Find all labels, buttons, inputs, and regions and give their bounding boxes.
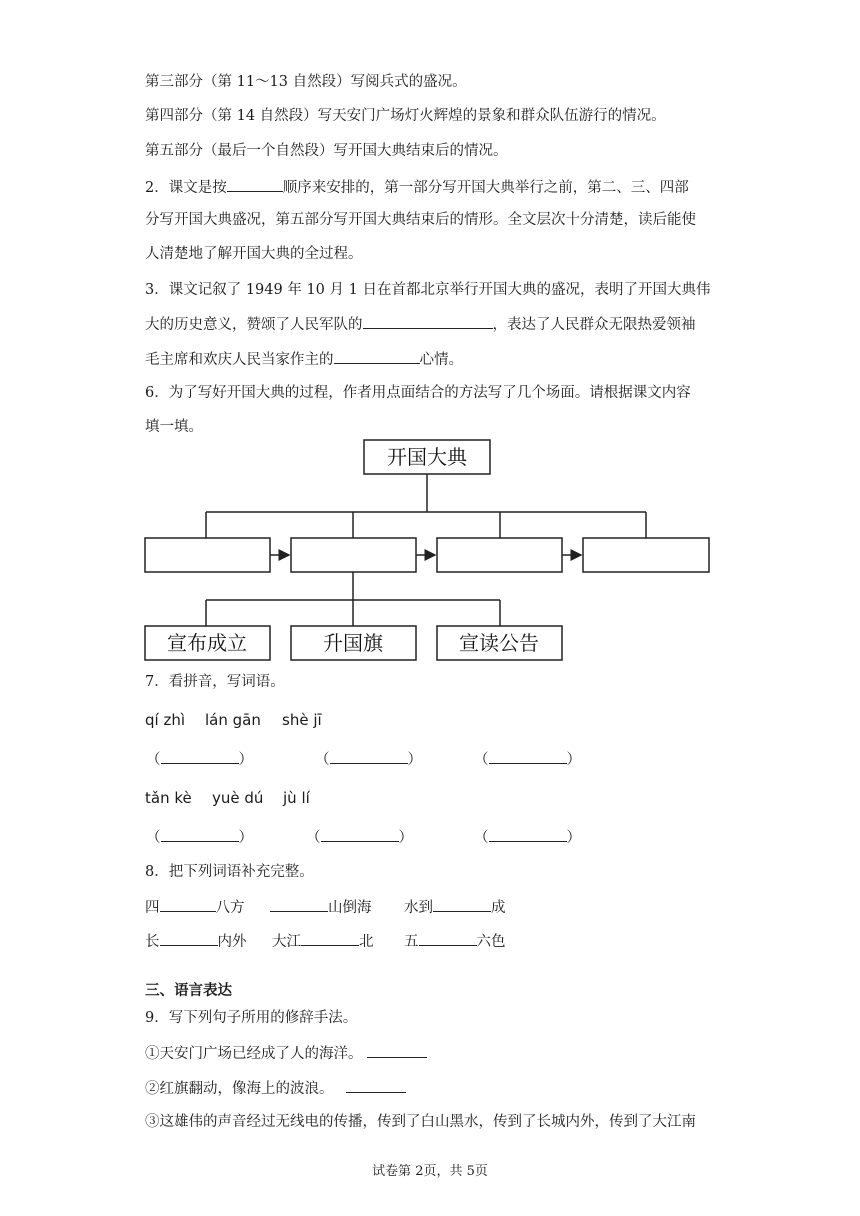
idiom-text: 大江 — [272, 934, 301, 950]
diagram-blank-box-3[interactable] — [437, 538, 562, 572]
answer-blank[interactable] — [489, 826, 567, 842]
diagram-label-declare: 宣布成立 — [167, 631, 247, 655]
section-title: 三、语言表达 — [145, 982, 232, 999]
paren-close: ） — [238, 830, 253, 846]
paren-close: ） — [398, 830, 413, 846]
answer-blank[interactable] — [334, 348, 420, 364]
idiom-item — [272, 930, 374, 952]
text-line: 3．课文记叙了 1949 年 10 月 1 日在首都北京举行开国大典的盛况，表明了开国大典伟 — [145, 282, 711, 298]
text-line: 第四部分（第 14 自然段）写天安门广场灯火辉煌的景象和群众队伍游行的情况。 — [145, 108, 666, 124]
pinyin: qí zhì — [145, 711, 186, 729]
answer-paren[interactable] — [146, 748, 253, 770]
answer-blank[interactable] — [227, 176, 283, 192]
idiom-item — [145, 930, 247, 952]
page-footer: 试卷第 2页，共 5页 — [372, 1164, 488, 1179]
answer-blank[interactable] — [161, 748, 239, 764]
answer-paren[interactable] — [315, 748, 422, 770]
idiom-item — [404, 896, 506, 918]
question-9-title: 9．写下列句子所用的修辞手法。 — [145, 1010, 358, 1026]
pinyin: yuè dú — [212, 789, 264, 807]
paren-close: ） — [566, 752, 581, 768]
idiom-text: 水到 — [404, 900, 433, 916]
answer-paren[interactable] — [474, 748, 581, 770]
idiom-text: 成 — [491, 900, 506, 916]
text-line: 分写开国大典盛况，第五部分写开国大典结束后的情形。全文层次十分清楚，读后能使 — [145, 212, 696, 228]
question-9-item-2 — [145, 1077, 406, 1099]
answer-blank[interactable] — [160, 896, 216, 912]
diagram-label-announcement: 宣读公告 — [459, 631, 539, 655]
text: ①天安门广场已经成了人的海洋。 — [145, 1046, 363, 1062]
answer-blank[interactable] — [363, 313, 493, 329]
text-line: ③这雄伟的声音经过无线电的传播，传到了白山黑水，传到了长城内外，传到了大江南 — [145, 1114, 696, 1130]
idiom-text: 六色 — [476, 934, 506, 950]
idiom-item — [270, 896, 372, 918]
paren-open: （ — [474, 752, 489, 768]
question-9-item-1 — [145, 1042, 427, 1064]
paren-open: （ — [306, 830, 321, 846]
answer-blank[interactable] — [161, 826, 239, 842]
diagram-root-label: 开国大典 — [387, 445, 467, 469]
text-line: 第五部分（最后一个自然段）写开国大典结束后的情况。 — [145, 143, 508, 159]
paren-close: ） — [407, 752, 422, 768]
answer-blank[interactable] — [270, 896, 328, 912]
answer-blank[interactable] — [489, 748, 567, 764]
idiom-text: 五 — [404, 934, 419, 950]
idiom-item — [404, 930, 506, 952]
pinyin: shè jī — [282, 711, 322, 729]
paren-open: （ — [474, 830, 489, 846]
answer-blank[interactable] — [419, 930, 477, 946]
paren-close: ） — [566, 830, 581, 846]
text-line: 第三部分（第 11～13 自然段）写阅兵式的盛况。 — [145, 74, 467, 90]
text: 顺序来安排的，第一部分写开国大典举行之前，第二、三、四部 — [282, 180, 689, 196]
idiom-text: 八方 — [215, 900, 245, 916]
structure-diagram — [0, 434, 860, 664]
answer-blank[interactable] — [433, 896, 491, 912]
answer-paren[interactable] — [146, 826, 253, 848]
diagram-blank-box-1[interactable] — [145, 538, 270, 572]
text: 大的历史意义，赞颂了人民军队的 — [145, 317, 363, 333]
text-line: 填一填。 — [145, 419, 203, 435]
answer-blank[interactable] — [160, 930, 218, 946]
answer-blank[interactable] — [330, 748, 408, 764]
answer-blank[interactable] — [301, 930, 359, 946]
text: 心情。 — [419, 352, 463, 368]
idiom-text: 北 — [359, 934, 374, 950]
answer-blank[interactable] — [346, 1077, 406, 1093]
text: ，表达了人民群众无限热爱领袖 — [492, 317, 696, 333]
text: 2．课文是按 — [145, 180, 227, 196]
diagram-blank-box-4[interactable] — [583, 538, 709, 572]
idiom-item — [145, 896, 245, 918]
question-8-title: 8．把下列词语补充完整。 — [145, 864, 314, 880]
pinyin: lán gān — [205, 711, 261, 729]
idiom-text: 四 — [145, 900, 160, 916]
answer-blank[interactable] — [321, 826, 399, 842]
answer-paren[interactable] — [306, 826, 413, 848]
pinyin: tǎn kè — [145, 789, 192, 807]
idiom-text: 长 — [145, 934, 160, 950]
idiom-text: 山倒海 — [328, 900, 372, 916]
diagram-label-flag: 升国旗 — [323, 631, 383, 655]
paren-open: （ — [315, 752, 330, 768]
paren-open: （ — [146, 752, 161, 768]
text: ②红旗翻动，像海上的波浪。 — [145, 1081, 334, 1097]
text-line: 人清楚地了解开国大典的全过程。 — [145, 246, 363, 262]
question-7-title: 7．看拼音，写词语。 — [145, 674, 285, 690]
idiom-text: 内外 — [217, 934, 247, 950]
paren-close: ） — [238, 752, 253, 768]
diagram-blank-box-2[interactable] — [291, 538, 416, 572]
question-3-line-2 — [145, 313, 696, 335]
question-3-line-3 — [145, 348, 463, 370]
answer-blank[interactable] — [367, 1042, 427, 1058]
text: 毛主席和欢庆人民当家作主的 — [145, 352, 334, 368]
paren-open: （ — [146, 830, 161, 846]
answer-paren[interactable] — [474, 826, 581, 848]
text-line: 6．为了写好开国大典的过程，作者用点面结合的方法写了几个场面。请根据课文内容 — [145, 385, 691, 401]
question-2-line-1 — [145, 176, 689, 198]
pinyin: jù lí — [283, 789, 310, 807]
